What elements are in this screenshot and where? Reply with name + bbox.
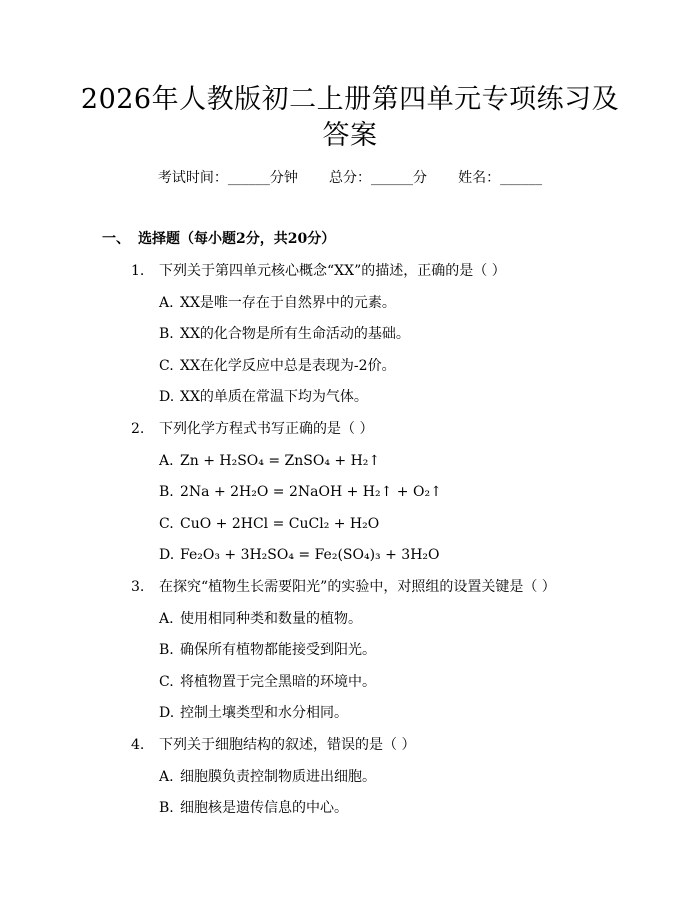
question-text: 下列关于细胞结构的叙述，错误的是（ ） [159,737,416,753]
option-text: CuO + 2HCl = CuCl₂ + H₂O [180,516,380,532]
page-title-line-1: 2026年人教版初二上册第四单元专项练习及 [80,84,620,115]
option-text: 细胞膜负责控制物质进出细胞。 [180,769,376,785]
question-number: 2. [131,421,145,437]
option-letter: D. [159,547,175,563]
option-text: XX在化学反应中总是表现为-2价。 [180,358,396,374]
section-title: 选择题（每小题2分，共20分） [138,231,336,247]
option-text: 2Na + 2H₂O = 2NaOH + H₂↑ + O₂↑ [180,484,442,500]
question-number: 3. [131,579,145,595]
name-blank: ______ [500,170,543,186]
score-unit: 分 [413,170,427,186]
option-text: 将植物置于完全黑暗的环境中。 [180,674,376,690]
option-letter: B. [159,484,174,500]
option-text: Zn + H₂SO₄ = ZnSO₄ + H₂↑ [180,453,381,469]
question-text: 下列化学方程式书写正确的是（ ） [159,421,374,437]
question-number: 4. [131,737,145,753]
option-letter: A. [159,769,174,785]
option-letter: D. [159,389,175,405]
option-letter: A. [159,453,174,469]
time-blank: ______ [227,170,270,186]
option-text: XX的单质在常温下均为气体。 [180,389,368,405]
name-label: 姓名： [458,170,501,186]
option-letter: B. [159,326,174,342]
question-number: 1. [131,263,145,279]
option-letter: C. [159,358,174,374]
score-blank: ______ [371,170,413,186]
option-text: Fe₂O₃ + 3H₂SO₄ = Fe₂(SO₄)₃ + 3H₂O [180,547,440,563]
option-text: XX是唯一存在于自然界中的元素。 [180,295,396,311]
option-letter: A. [159,295,174,311]
question-text: 下列关于第四单元核心概念“XX”的描述，正确的是（ ） [159,263,506,279]
option-letter: D. [159,705,175,721]
option-text: 使用相同种类和数量的植物。 [180,611,362,627]
option-letter: C. [159,516,174,532]
option-text: 细胞核是遗传信息的中心。 [180,800,348,816]
question-text: 在探究“植物生长需要阳光”的实验中，对照组的设置关键是（ ） [159,579,556,595]
option-letter: C. [159,674,174,690]
option-text: 确保所有植物都能接受到阳光。 [180,642,376,658]
option-text: 控制土壤类型和水分相同。 [180,705,348,721]
option-text: XX的化合物是所有生命活动的基础。 [180,326,410,342]
option-letter: B. [159,800,174,816]
section-number: 一、 [102,231,130,247]
time-label: 考试时间： [157,170,228,186]
time-unit: 分钟 [269,170,298,186]
page-title-line-2: 答案 [322,120,378,151]
option-letter: A. [159,611,174,627]
section-heading [102,230,335,248]
score-label: 总分： [329,170,371,186]
option-letter: B. [159,642,174,658]
exam-info-line [0,169,700,187]
